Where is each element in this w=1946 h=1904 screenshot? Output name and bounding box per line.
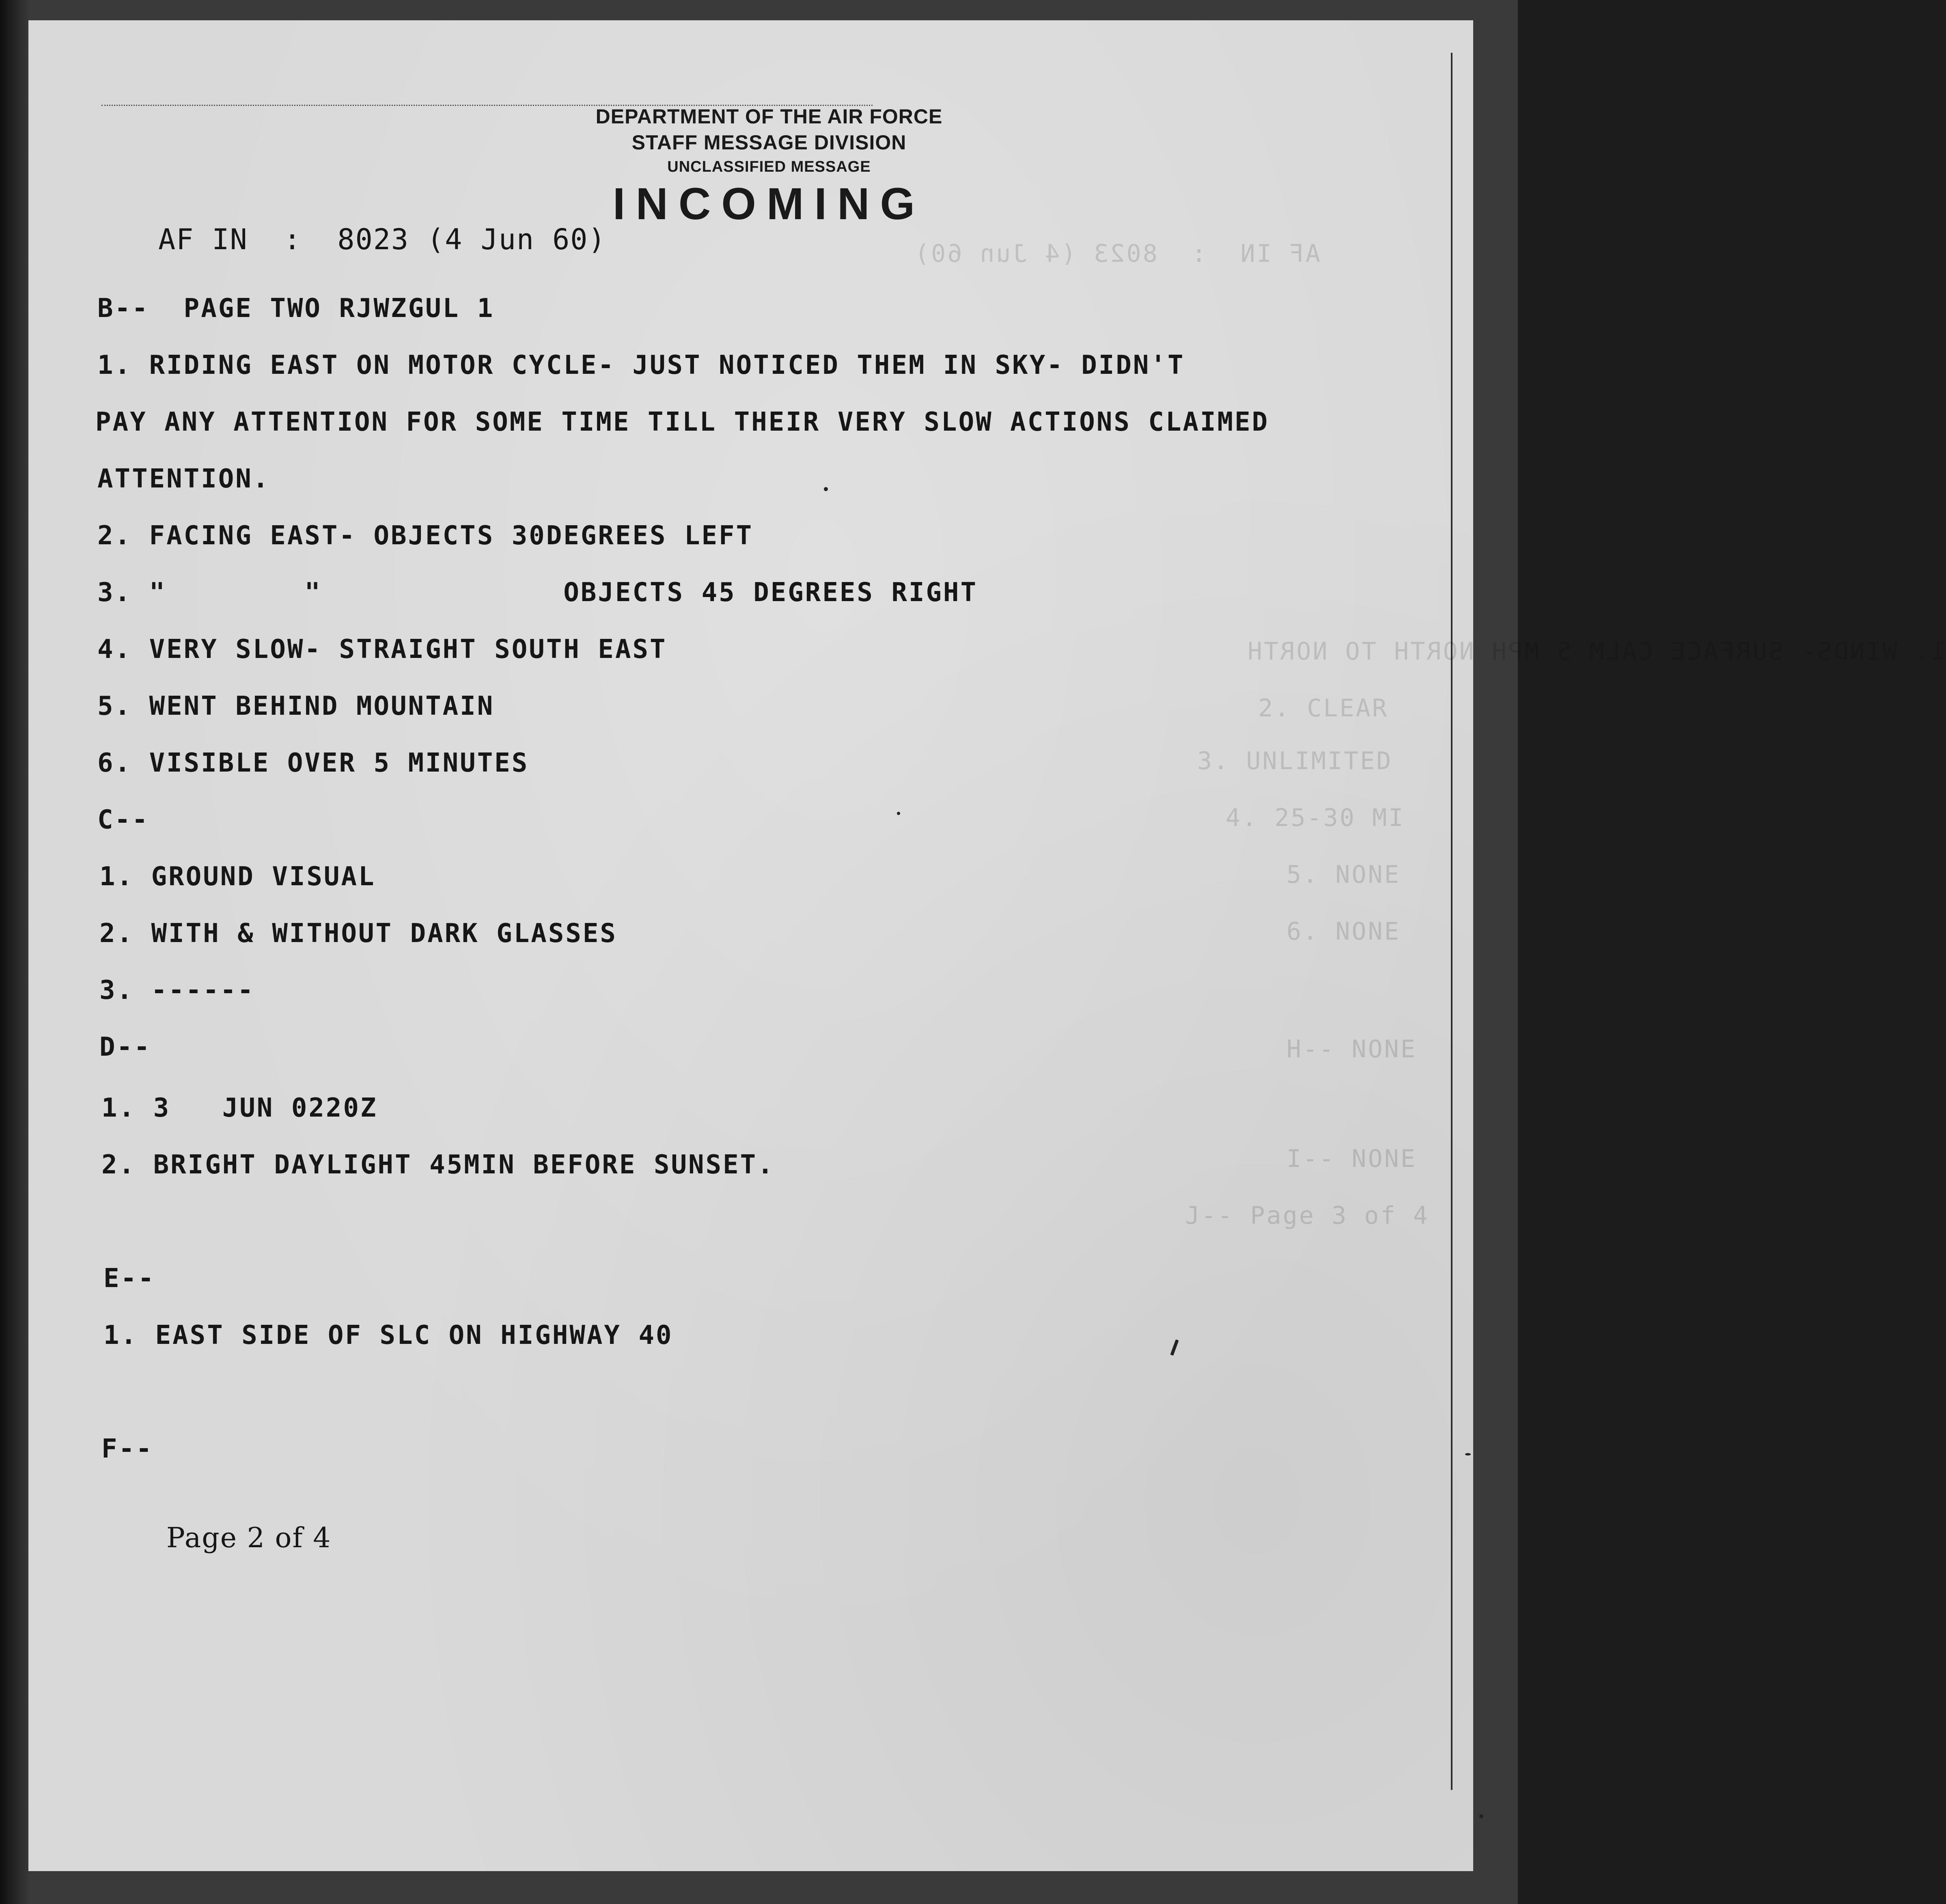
body-line: 1. GROUND VISUAL bbox=[99, 862, 376, 892]
message-type: INCOMING bbox=[612, 179, 926, 229]
message-header bbox=[556, 104, 982, 229]
body-line: 2. WITH & WITHOUT DARK GLASSES bbox=[99, 919, 617, 949]
scan-speck bbox=[1170, 1339, 1179, 1356]
scan-speck bbox=[897, 812, 900, 815]
division-name: STAFF MESSAGE DIVISION bbox=[631, 131, 907, 154]
body-line: 1. 3 JUN 0220Z bbox=[101, 1093, 378, 1123]
body-line: 4. VERY SLOW- STRAIGHT SOUTH EAST bbox=[97, 634, 667, 664]
document-page bbox=[28, 20, 1946, 1871]
classification-label: UNCLASSIFIED MESSAGE bbox=[667, 158, 871, 175]
bleed-through-line: AF IN : 8023 (4 Jun 60) bbox=[913, 239, 1321, 268]
body-line: 3. " " OBJECTS 45 DEGREES RIGHT bbox=[97, 578, 978, 608]
section-e-heading: E-- bbox=[103, 1264, 155, 1294]
scan-speck bbox=[824, 487, 828, 491]
page-edge-shadow bbox=[1451, 53, 1452, 1790]
body-line: 1. EAST SIDE OF SLC ON HIGHWAY 40 bbox=[103, 1320, 673, 1350]
bleed-through-line: 1. WINDS- SURFACE CALM 5 MPH NORTH TO NORTH bbox=[1246, 637, 1946, 666]
body-line: 6. VISIBLE OVER 5 MINUTES bbox=[97, 748, 529, 778]
body-line: ATTENTION. bbox=[97, 464, 270, 494]
bleed-through-line: 5. NONE bbox=[1287, 860, 1401, 889]
bleed-through-line: 2. CLEAR bbox=[1258, 694, 1388, 722]
section-d-heading: D-- bbox=[99, 1032, 151, 1062]
body-line: 5. WENT BEHIND MOUNTAIN bbox=[97, 691, 495, 721]
af-in-reference: AF IN : 8023 (4 Jun 60) bbox=[158, 223, 606, 256]
scan-speck bbox=[1465, 1453, 1471, 1455]
body-line: PAY ANY ATTENTION FOR SOME TIME TILL THEIR VERY SLOW ACTIONS CLAIMED bbox=[95, 407, 1269, 437]
scan-speck bbox=[1479, 1814, 1483, 1818]
section-f-heading: F-- bbox=[101, 1434, 153, 1464]
body-line: 1. RIDING EAST ON MOTOR CYCLE- JUST NOTICED THEM IN SKY- DIDN'T bbox=[97, 350, 1185, 380]
bleed-through-line: 6. NONE bbox=[1287, 917, 1401, 946]
body-line: 2. FACING EAST- OBJECTS 30DEGREES LEFT bbox=[97, 521, 754, 551]
bleed-through-line: 3. UNLIMITED bbox=[1197, 747, 1393, 775]
page-number: Page 2 of 4 bbox=[166, 1522, 332, 1554]
department-name: DEPARTMENT OF THE AIR FORCE bbox=[595, 105, 943, 128]
bleed-through-line: I-- NONE bbox=[1287, 1145, 1417, 1173]
bleed-through-line: J-- Page 3 of 4 bbox=[1185, 1201, 1429, 1230]
bleed-through-line: H-- NONE bbox=[1287, 1035, 1417, 1063]
section-b-heading: B-- PAGE TWO RJWZGUL 1 bbox=[97, 293, 495, 323]
body-line: 2. BRIGHT DAYLIGHT 45MIN BEFORE SUNSET. bbox=[101, 1150, 775, 1180]
section-c-heading: C-- bbox=[97, 805, 149, 835]
bleed-through-line: 4. 25-30 MI bbox=[1226, 804, 1405, 832]
body-line: 3. ------ bbox=[99, 975, 255, 1005]
